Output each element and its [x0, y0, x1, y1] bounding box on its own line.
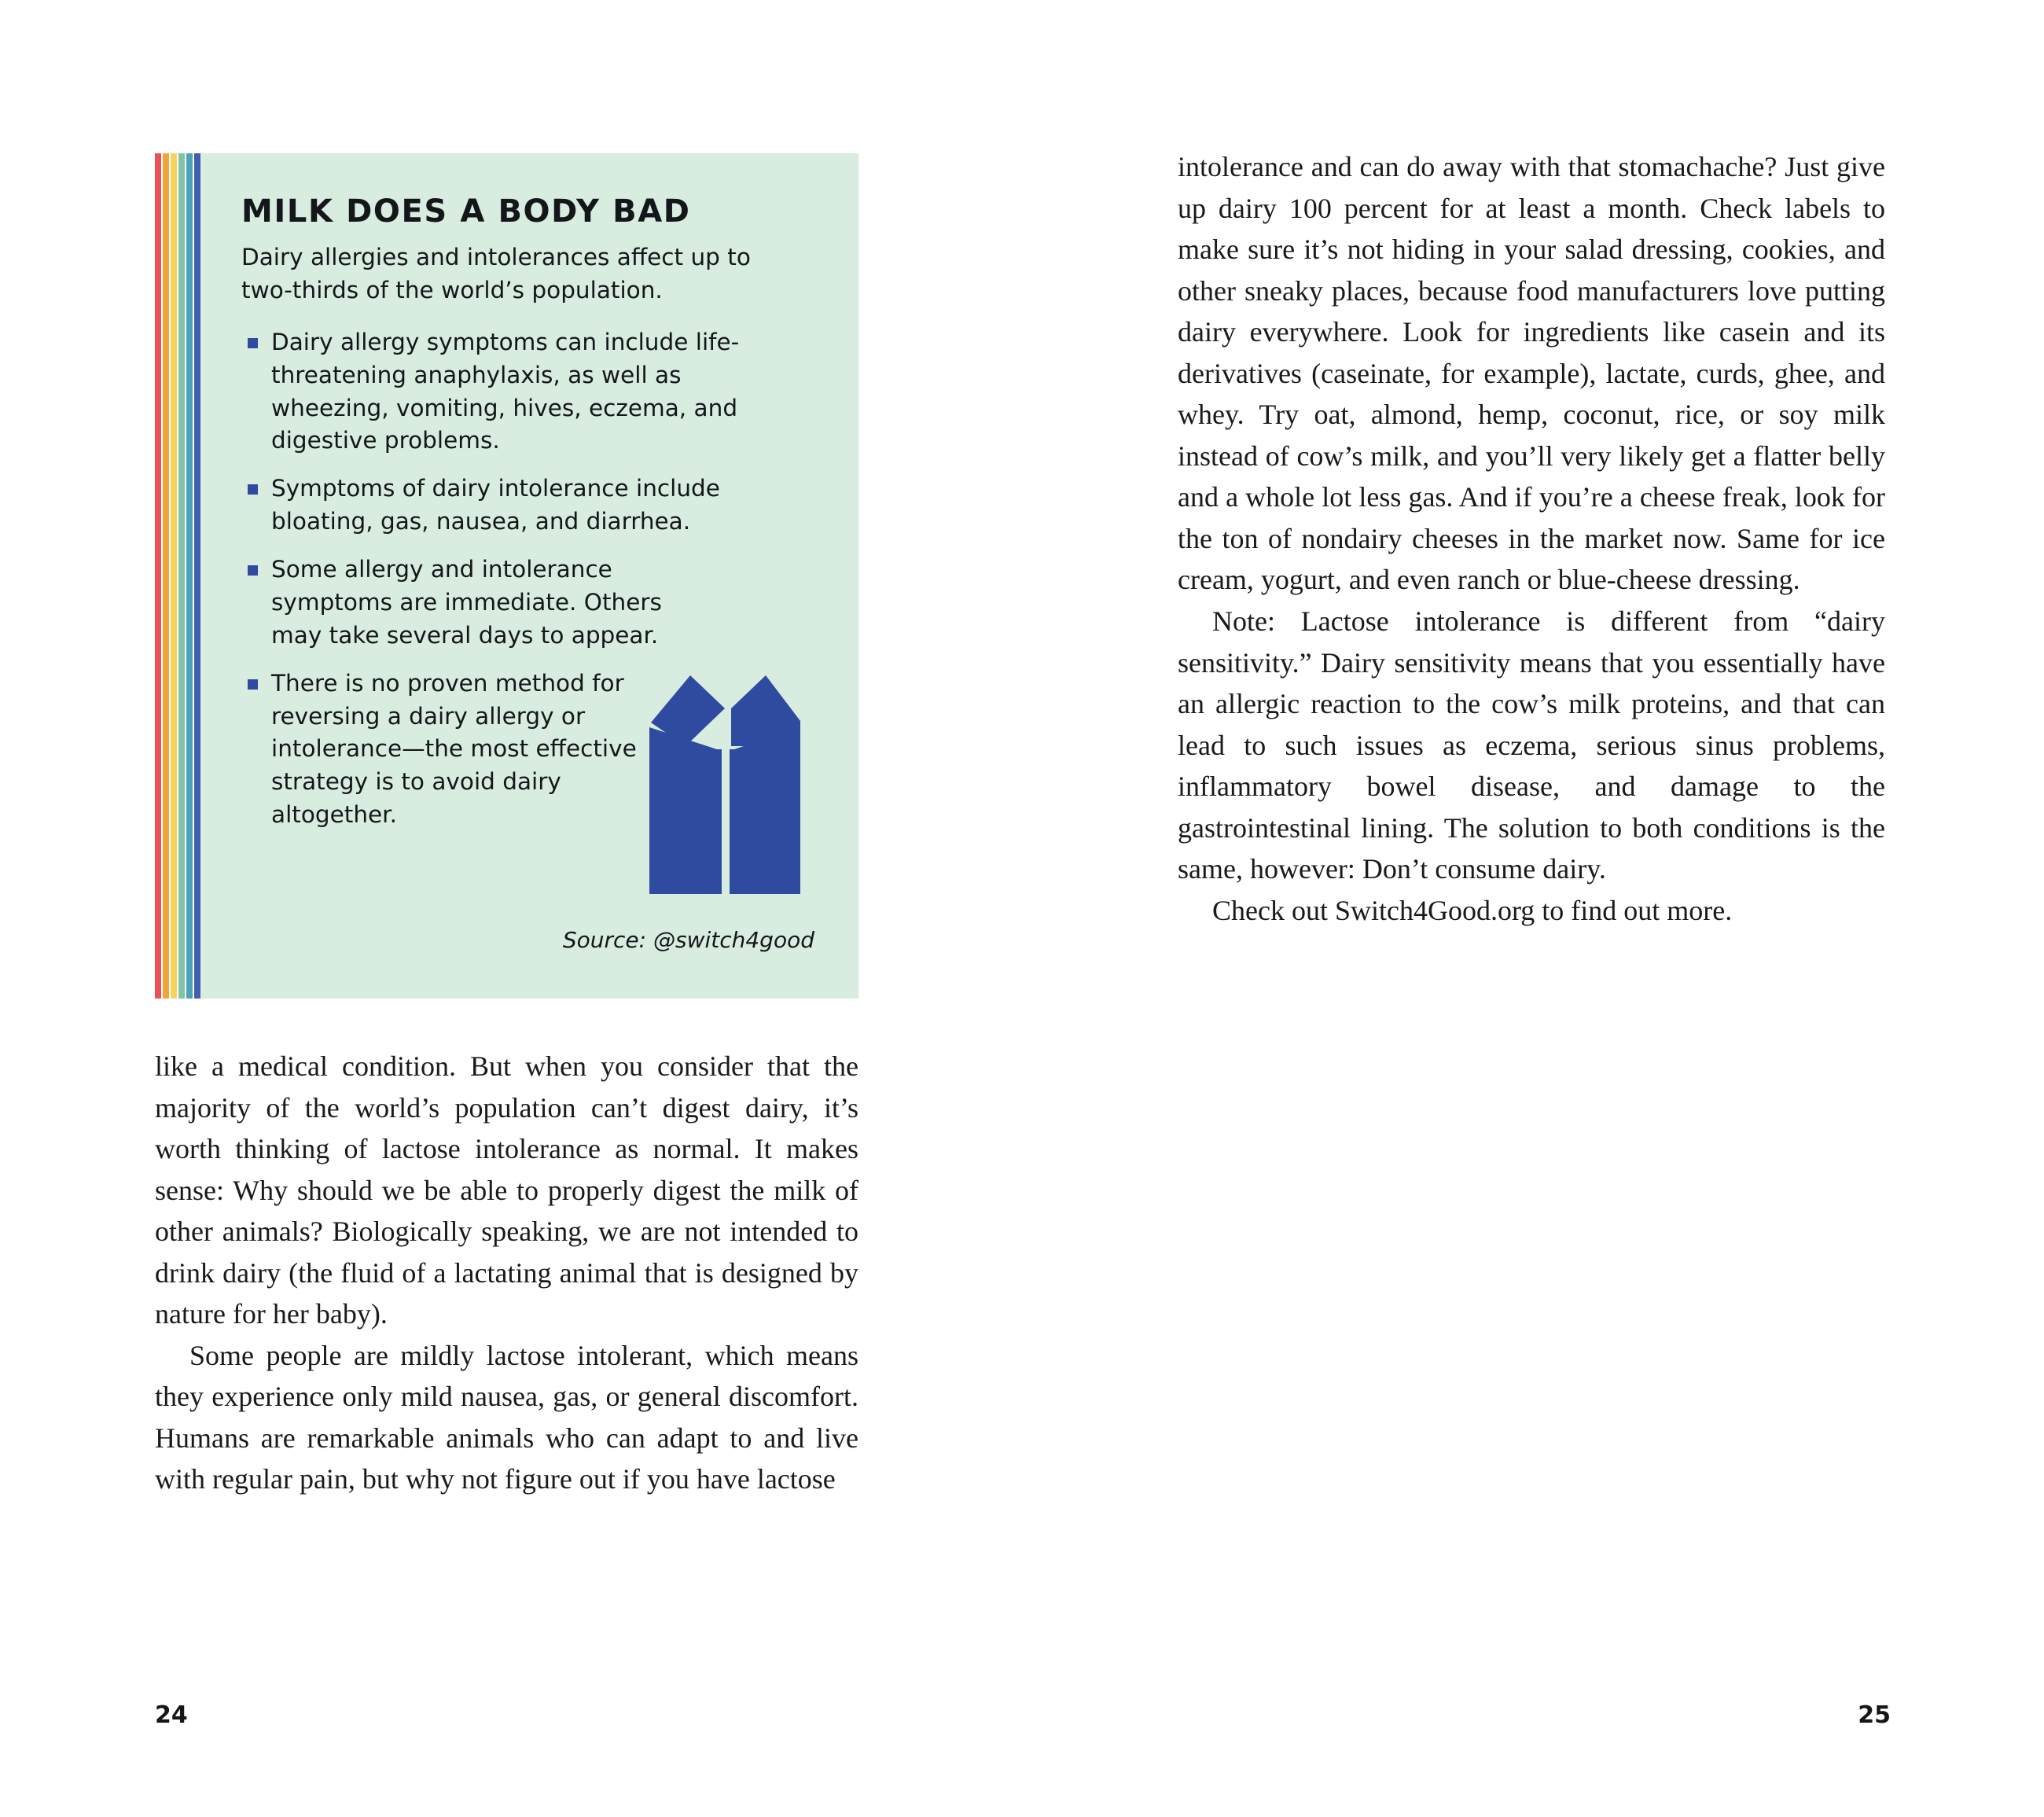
- list-item: Symptoms of dairy intolerance include bloating, gas, nausea, and diarrhea.: [241, 473, 806, 539]
- page-number-left: 24: [155, 1701, 188, 1729]
- sidebar-callout: [155, 153, 858, 999]
- stripe-1: [155, 153, 161, 999]
- paragraph: intolerance and can do away with that stomachache? Just give up dairy 100 percent for at least a month. Check labels to make sure it’s not hiding in your salad dressing, cookies, and other sneaky places, because food manufacturers love putting dairy everywhere. Look for ingredients like casein and its derivatives (caseinate, for example), lactate, curds, ghee, and whey. Try oat, almond, hemp, coconut, rice, or soy milk instead of cow’s milk, and you’ll very likely get a flatter belly and a whole lot less gas. And if you’re a cheese freak, look for the ton of nondairy cheeses in the market now. Same for ice cream, yogurt, and even ranch or blue-cheese dressing.: [1178, 151, 1885, 596]
- paragraph: Note: Lactose intolerance is different from “dairy sensitivity.” Dairy sensitivity means that you essentially have an allergic reaction to the cow’s milk proteins, and that can lead to such issues as eczema, serious sinus problems, inflammatory bowel disease, and damage to the gastrointestinal lining. The solution to both conditions is the same, however: Don’t consume dairy.: [1178, 605, 1885, 885]
- paragraph: Some people are mildly lactose intolerant, which means they experience only mild nausea, gas, or general discomfort. Humans are remarkable animals who can adapt to and live with regular pain, but why not figure out if you have lactose: [155, 1339, 858, 1495]
- stripe-decoration: [155, 153, 200, 999]
- stripe-2: [163, 153, 169, 999]
- stripe-4: [178, 153, 185, 999]
- sidebar-title: MILK DOES A BODY BAD: [241, 193, 691, 230]
- stripe-3: [171, 153, 177, 999]
- list-item: Some allergy and intolerance symptoms are immediate. Others may take several days to appear.: [241, 554, 711, 653]
- sidebar-intro: Dairy allergies and intolerances affect up to two-thirds of the world’s population.: [241, 244, 751, 303]
- page-number-right: 25: [1858, 1701, 1891, 1729]
- right-page-body: [1178, 146, 1885, 931]
- page-right: [1022, 0, 2044, 1817]
- stripe-5: [186, 153, 193, 999]
- left-page-body: [155, 1046, 858, 1500]
- paragraph: Check out Switch4Good.org to find out more.: [1212, 894, 1733, 926]
- stripe-6: [194, 153, 200, 999]
- list-item: Dairy allergy symptoms can include life-threatening anaphylaxis, as well as wheezing, vomiting, hives, eczema, and digestive problems.: [241, 326, 806, 458]
- milk-carton-icon: [643, 658, 808, 898]
- list-item: There is no proven method for reversing a dairy allergy or intolerance—the most effective strategy is to avoid dairy altogether.: [241, 668, 664, 832]
- paragraph: like a medical condition. But when you consider that the majority of the world’s population can’t digest dairy, it’s worth thinking of lactose intolerance as normal. It makes sense: Why should we be able to properly digest the milk of other animals? Biologically speaking, we are not intended to drink dairy (the fluid of a lactating animal that is designed by nature for her baby).: [155, 1050, 858, 1330]
- sidebar-source: Source: @switch4good: [562, 927, 814, 953]
- sidebar-panel: [200, 153, 858, 999]
